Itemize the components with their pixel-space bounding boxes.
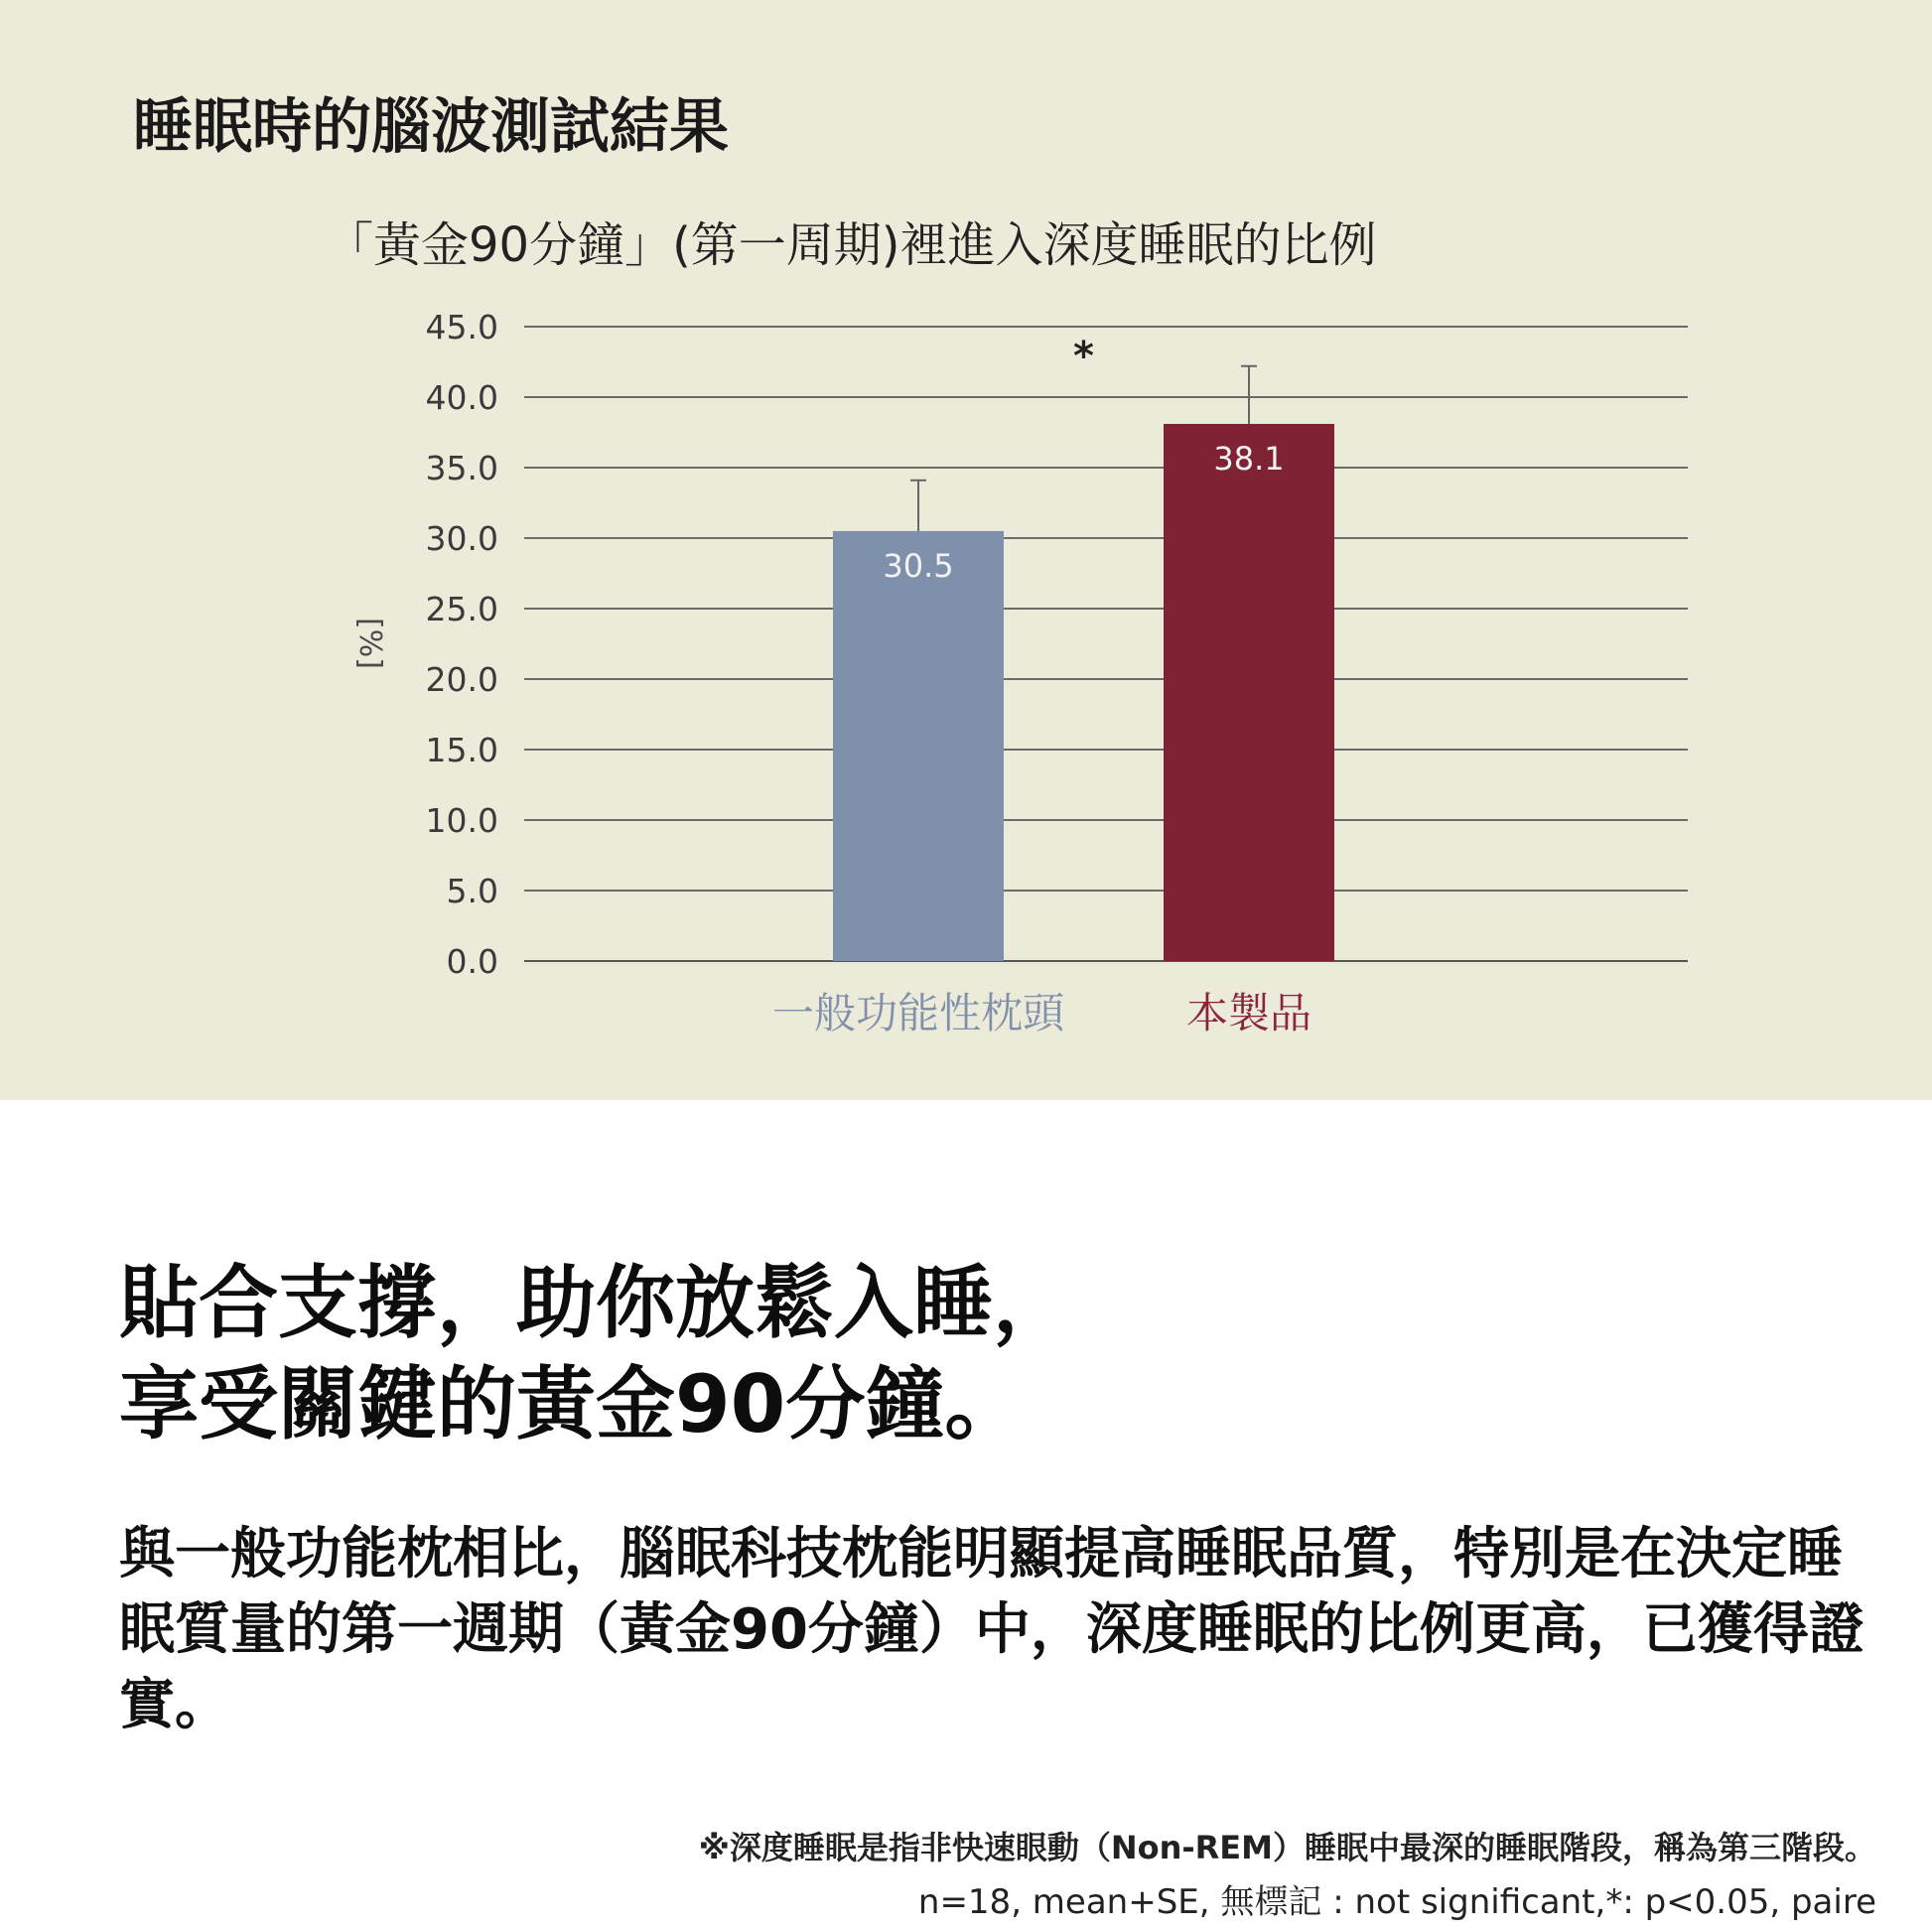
data-label: 30.5 [883, 546, 954, 585]
headline [119, 1253, 1072, 1455]
y-tick-label: 5.0 [446, 872, 498, 910]
y-tick-label: 15.0 [425, 731, 498, 769]
y-tick-label: 45.0 [425, 308, 498, 346]
footnote-statistics: n=18, mean+SE, 無標記 : not significant,*: p<0.05, paire [917, 1882, 1876, 1922]
y-tick-label: 25.0 [425, 590, 498, 628]
chart-title: 「黃金90分鐘」(第一周期)裡進入深度睡眠的比例 [326, 217, 1377, 273]
x-category-label: 一般功能性枕頭 [771, 989, 1065, 1037]
headline-line-2: 享受關鍵的黃金90分鐘。 [119, 1358, 1025, 1450]
x-category-label: 本製品 [1185, 989, 1312, 1037]
y-tick-label: 10.0 [425, 801, 498, 840]
y-tick-label: 30.0 [425, 519, 498, 558]
footnote-definition: ※深度睡眠是指非快速眼動（Non-REM）睡眠中最深的睡眠階段，稱為第三階段。 [698, 1829, 1876, 1866]
y-tick-label: 0.0 [446, 942, 498, 981]
data-label: 38.1 [1213, 439, 1285, 478]
significance-marker: * [1073, 334, 1094, 379]
y-tick-label: 40.0 [425, 378, 498, 417]
panel-title: 睡眠時的腦波測試結果 [133, 92, 729, 162]
y-tick-label: 35.0 [425, 449, 498, 487]
y-axis-label: [%] [352, 618, 387, 669]
bar [833, 531, 1004, 961]
bar [1164, 424, 1334, 961]
body-paragraph: 與一般功能枕相比，腦眠科技枕能明顯提高睡眠品質，特別是在決定睡眠質量的第一週期（黃金90分鐘）中，深度睡眠的比例更高，已獲得證實。 [119, 1522, 1864, 1737]
headline-line-1: 貼合支撐，助你放鬆入睡， [119, 1257, 1072, 1349]
y-tick-label: 20.0 [425, 660, 498, 699]
